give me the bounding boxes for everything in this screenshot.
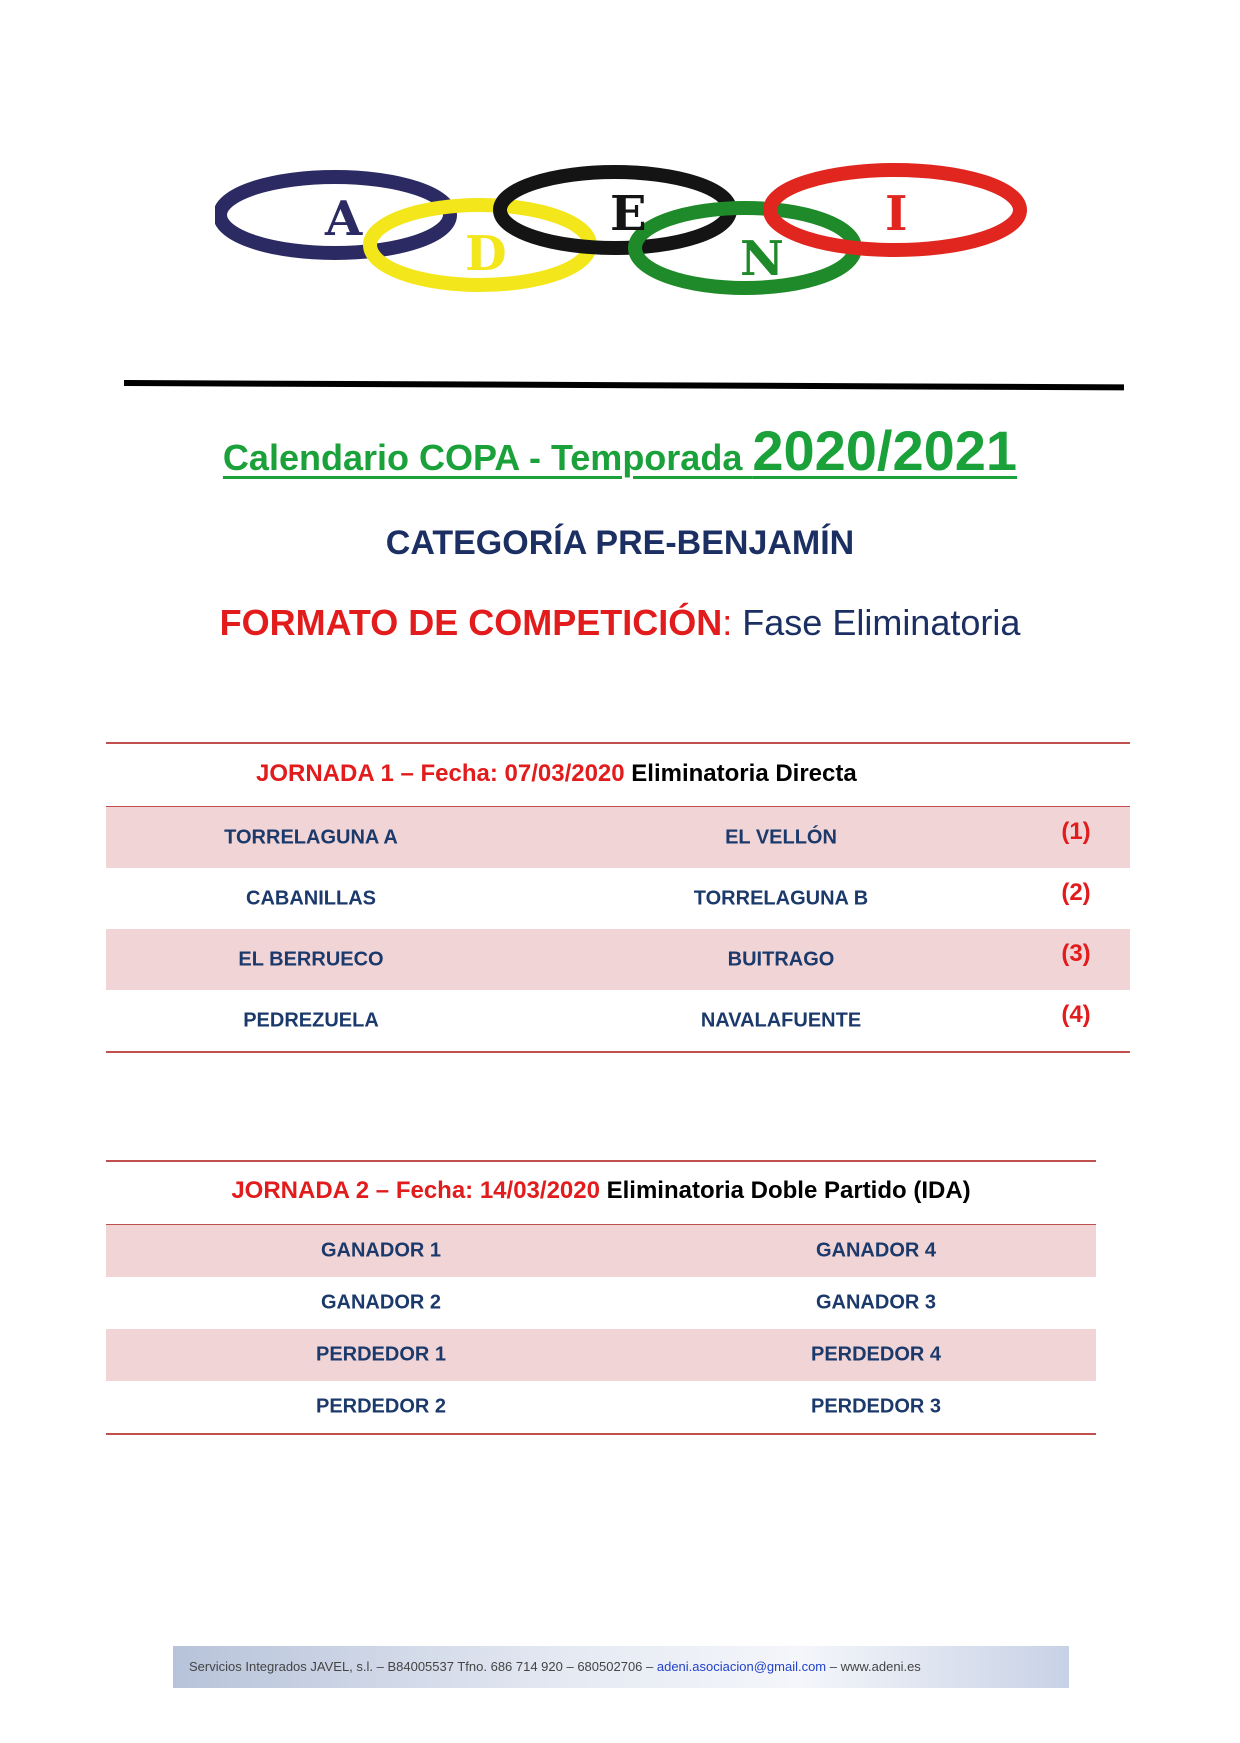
away-team: NAVALAFUENTE [700, 1009, 862, 1031]
home-team: GANADOR 1 [320, 1239, 441, 1262]
footer-email-link[interactable]: adeni.asociacion@gmail.com [656, 1659, 827, 1674]
title-year: 2020/2021 [752, 419, 1018, 482]
table-row [106, 807, 1130, 868]
table-bottom-rule [106, 1433, 1096, 1435]
logo-letter-i: I [885, 186, 908, 242]
logo-letter-a: A [325, 191, 363, 247]
away-team: PERDEDOR 4 [810, 1343, 942, 1366]
page-title [0, 418, 1240, 483]
away-team: EL VELLÓN [725, 826, 837, 848]
home-team: CABANILLAS [246, 887, 376, 909]
match-number: (1) [1061, 817, 1091, 845]
table-row [106, 1277, 1096, 1329]
home-team: TORRELAGUNA A [224, 826, 398, 848]
home-team: PEDREZUELA [243, 1009, 379, 1031]
match-number: (3) [1061, 939, 1091, 967]
jornada-1-type: Eliminatoria Directa [624, 760, 857, 787]
adeni-logo [215, 160, 1035, 310]
away-team: GANADOR 3 [815, 1291, 936, 1314]
jornada-2-type: Eliminatoria Doble Partido (IDA) [599, 1177, 971, 1204]
logo-letter-n: N [740, 231, 784, 287]
footer-text: Servicios Integrados JAVEL, s.l. – B84005537 Tfno. 686 714 920 – 680502706 – [189, 1659, 657, 1674]
format-heading [0, 602, 1240, 644]
table-row [106, 868, 1130, 929]
table-row [106, 1329, 1096, 1381]
home-team: GANADOR 2 [320, 1291, 441, 1314]
home-team: EL BERRUECO [238, 948, 384, 970]
title-prefix: Calendario COPA - Temporada [222, 437, 753, 478]
logo-letter-e: E [610, 186, 647, 242]
home-team: PERDEDOR 1 [315, 1343, 447, 1366]
logo-letter-d: D [465, 226, 507, 282]
jornada-1-table [106, 742, 1130, 1053]
match-number: (2) [1061, 878, 1091, 906]
table-row [106, 929, 1130, 990]
match-number: (4) [1061, 1000, 1091, 1028]
footer-bar [173, 1646, 1069, 1688]
table-bottom-rule [106, 1051, 1130, 1053]
category-heading: CATEGORÍA PRE-BENJAMÍN [385, 524, 855, 562]
jornada-1-title: JORNADA 1 – Fecha: 07/03/2020 [256, 760, 625, 787]
table-row [106, 990, 1130, 1051]
header-divider [124, 380, 1124, 390]
jornada-2-table [106, 1160, 1096, 1435]
table-row [106, 1381, 1096, 1433]
format-label: FORMATO DE COMPETICIÓN [219, 602, 723, 643]
away-team: TORRELAGUNA B [693, 887, 869, 909]
away-team: GANADOR 4 [815, 1239, 936, 1262]
footer-site: – www.adeni.es [826, 1659, 921, 1674]
away-team: PERDEDOR 3 [810, 1395, 942, 1418]
table-row [106, 1225, 1096, 1277]
jornada-2-title: JORNADA 2 – Fecha: 14/03/2020 [231, 1177, 600, 1204]
away-team: BUITRAGO [727, 948, 835, 970]
jornada-2-header [106, 1160, 1096, 1225]
jornada-1-header [106, 742, 1130, 807]
home-team: PERDEDOR 2 [315, 1395, 447, 1418]
format-separator: : [722, 602, 743, 643]
format-value: Fase Eliminatoria [742, 602, 1021, 643]
